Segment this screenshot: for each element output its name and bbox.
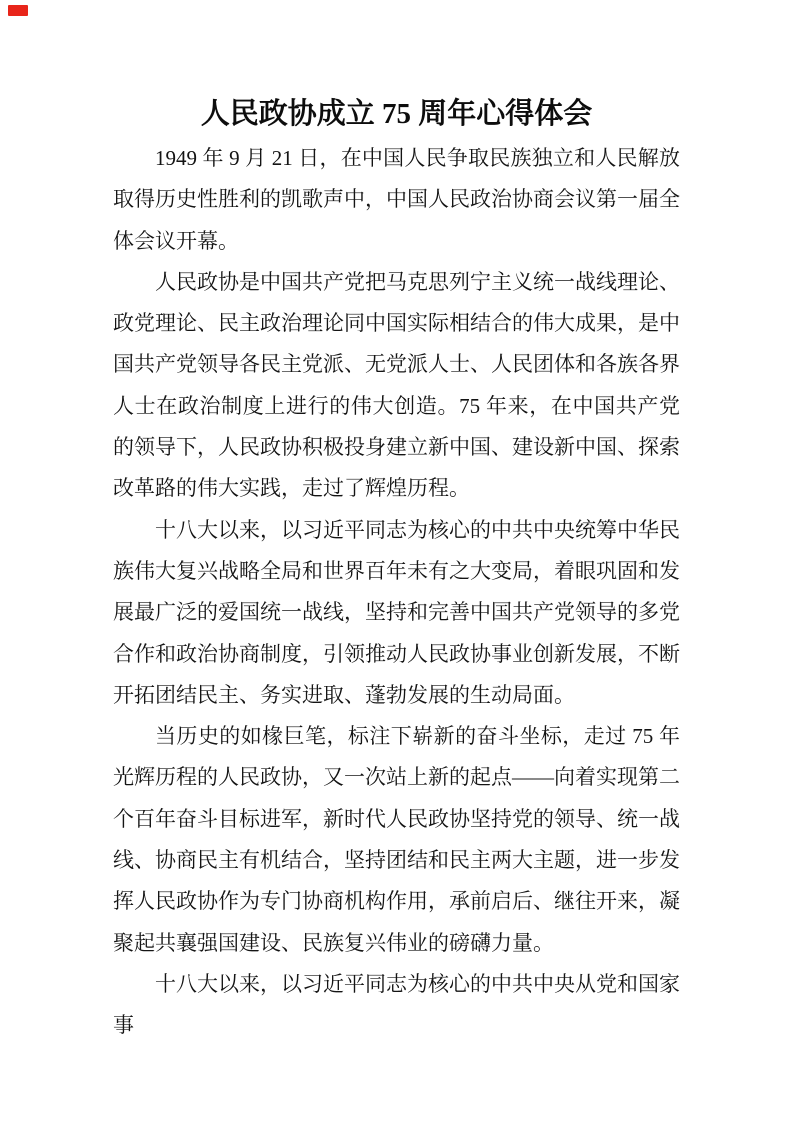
paragraph-18th-congress-strategy: 十八大以来，以习近平同志为核心的中共中央统筹中华民族伟大复兴战略全局和世界百年未有之大变局，着眼巩固和发展最广泛的爱国统一战线，坚持和完善中国共产党领导的多党合作和政治协商制度，引领推动人民政协事业创新发展，不断开拓团结民主、务实进取、蓬勃发展的生动局面。 (113, 517, 680, 707)
red-corner-mark (8, 5, 28, 16)
paragraph-opening-1949: 1949 年 9 月 21 日，在中国人民争取民族独立和人民解放取得历史性胜利的凯歌声中，中国人民政治协商会议第一届全体会议开幕。 (113, 146, 680, 253)
paragraph-new-starting-point: 当历史的如椽巨笔，标注下崭新的奋斗坐标，走过 75 年光辉历程的人民政协，又一次站上新的起点——向着实现第二个百年奋斗目标进军，新时代人民政协坚持党的领导、统一战线、协商民主有机结合，坚持团结和民主两大主题，进一步发挥人民政协作为专门协商机构作用，承前启后、继往开来，凝聚起共襄强国建设、民族复兴伟业的磅礴力量。 (113, 724, 680, 955)
document-body (113, 138, 680, 1047)
paragraph-final-truncated: 十八大以来，以习近平同志为核心的中共中央从党和国家事 (113, 971, 680, 1038)
page-title: 人民政协成立 75 周年心得体会 (200, 98, 593, 130)
paragraph-cppcc-creation: 人民政协是中国共产党把马克思列宁主义统一战线理论、政党理论、民主政治理论同中国实际相结合的伟大成果，是中国共产党领导各民主党派、无党派人士、人民团体和各族各界人士在政治制度上进行的伟大创造。75 年来，在中国共产党的领导下，人民政协积极投身建立新中国、建设新中国、探索改革路的伟大实践，走过了辉煌历程。 (113, 269, 680, 501)
document-content (113, 0, 680, 1047)
